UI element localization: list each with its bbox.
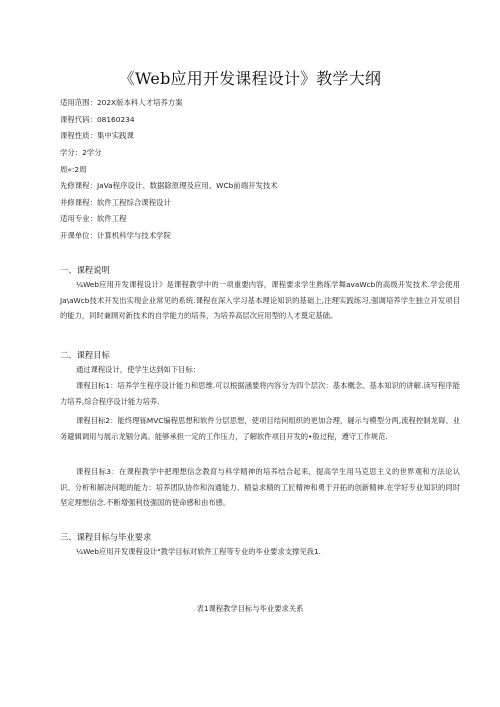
- table-caption: 表1课程教学目标与毕业要求关系: [196, 604, 304, 613]
- section-1-heading: 一、课程说明: [60, 265, 110, 275]
- meta-weeks: 周«:2周: [60, 165, 87, 174]
- meta-course-code: 课程代码：08160234: [60, 115, 135, 124]
- document-title: 《Web应用开发课程设计》教学大纲: [118, 69, 382, 88]
- meta-scope: 适用范围：202X版本科人才培养方案: [60, 98, 183, 107]
- meta-department: 开课单位：计算机科学与技术学院: [60, 231, 171, 240]
- meta-concurrent-courses: 并修课程：软件工程综合课程设计: [60, 198, 171, 207]
- section-2-heading: 二、课程目标: [60, 350, 110, 360]
- course-goal-3: 课程目标3：在课程教学中把理想信念教育与科学精神的培养结合起来，提高学生用马克思主义的世界观和方法论认识、分析和解决问题的能力：培养团队协作和沟通能力、精益求精的工匠精神和勇于开拓的创新精神.在学好专业知识的同时坚定理想信念.不断增强利技强国的使命感和由布感。: [60, 467, 460, 508]
- meta-credits: 学分：2学分: [60, 148, 102, 157]
- section-3-body: ¼Web应用开发课程设计"教学目标对软件工程等专业的毕业要求支撑见我1.: [76, 547, 321, 556]
- course-goal-2: 课程目标2：能终理铄MVC编程思想和软件分层思想，使项目结何组织的更加合理，屣示与模型分两,流程控制龙碍、业务避辑调用与展示龙锢分离。能够承担一定的工作压力，了解软件项目开发的•般过程，遵守工作规范.: [60, 416, 460, 441]
- meta-major: 适用专业：软件工程: [60, 214, 127, 223]
- meta-prerequisites: 先修课程：JaVa程序设计、数据除原理及应用、WCb前端开发技术: [60, 181, 278, 190]
- section-1-body: ¼Web应用开发课程设计》是课程教学中的一项重要内容，课程要求学生熟练学舞avaWcb的高级开发技术.学会使用Ja\aWcb技术开发出实现企业常见的系统.课程在深入学习基本理论知识的基础上,注理实践练习,强调培养学生独立开发项目的能力，同时兼顾对新技术的自学能力的培养，为培养高层次应用型的人才奠定基础。: [60, 280, 460, 321]
- section-2-intro: 通过课程设计，使学生达到如下目标：: [76, 365, 201, 374]
- section-3-heading: 三、课程目标与毕业要求: [60, 532, 152, 542]
- course-goal-1: 课程目标1：培养学生程序设计能力和思维.可以根据涵要将内容分为四个层次：基本概念、基本知识的讲解.读写程序能力培养,综合程序设计能力培养.: [60, 381, 460, 406]
- meta-course-nature: 课程性质：集中实践课: [60, 131, 134, 140]
